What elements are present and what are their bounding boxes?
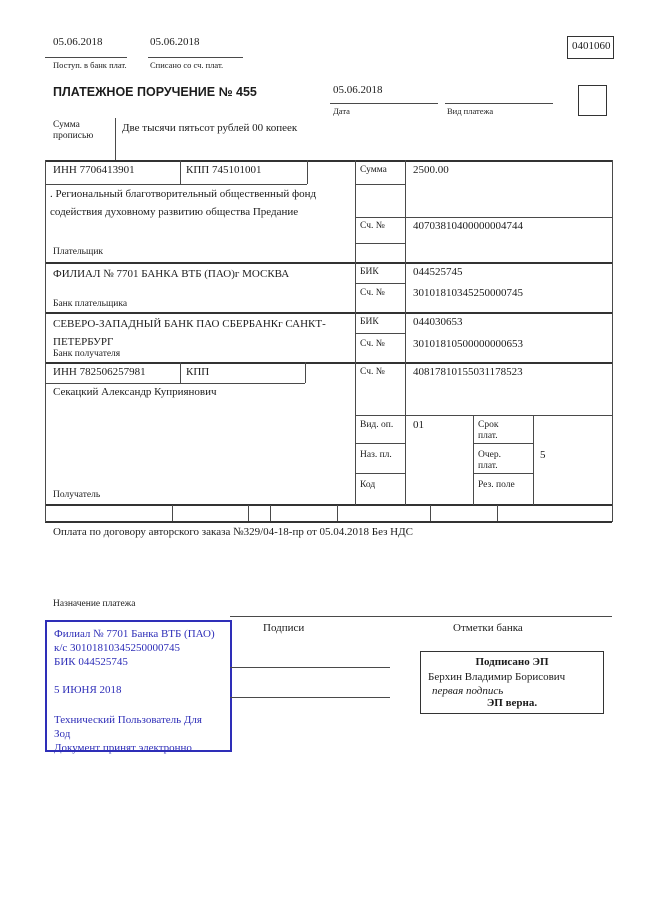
form-code-box bbox=[567, 36, 614, 59]
divider bbox=[337, 505, 338, 521]
divider bbox=[230, 667, 390, 668]
payer-bank-name: ФИЛИАЛ № 7701 БАНКА ВТБ (ПАО)г МОСКВА bbox=[53, 268, 290, 280]
divider bbox=[248, 505, 249, 521]
divider bbox=[355, 243, 405, 244]
payee-kpp-label: КПП bbox=[186, 366, 210, 378]
divider bbox=[330, 103, 438, 104]
payer-kpp: КПП 745101001 bbox=[186, 164, 262, 176]
divider bbox=[180, 160, 181, 184]
divider bbox=[355, 473, 405, 474]
bank-blue-stamp bbox=[45, 620, 232, 752]
ep-stamp-signer-name: Берхин Владимир Борисович bbox=[428, 671, 566, 683]
payer-bank-section-label: Банк плательщика bbox=[53, 299, 128, 309]
blue-stamp-accepted: Документ принят электронно bbox=[54, 742, 192, 754]
divider bbox=[473, 473, 533, 474]
bank-marks-heading: Отметки банка bbox=[453, 622, 523, 634]
form-code: 0401060 bbox=[572, 40, 611, 52]
rez-pole-label: Рез. поле bbox=[478, 480, 515, 490]
divider bbox=[405, 160, 406, 505]
payee-bank-account: 30101810500000000653 bbox=[413, 338, 523, 350]
signatures-heading: Подписи bbox=[263, 622, 305, 634]
payer-bank-account-label: Сч. № bbox=[360, 288, 385, 298]
divider bbox=[45, 160, 612, 162]
blue-stamp-user-line2: Зод bbox=[54, 728, 71, 740]
payer-bank-bik-label: БИК bbox=[360, 267, 379, 277]
payer-name: . Региональный благотворительный общественный фонд содействия духовному развитию общества Предание bbox=[50, 188, 317, 218]
received-date: 05.06.2018 bbox=[53, 36, 103, 48]
divider bbox=[355, 160, 356, 505]
divider bbox=[45, 184, 307, 185]
ep-stamp-valid: ЭП верна. bbox=[486, 697, 538, 709]
divider bbox=[148, 57, 243, 58]
payment-purpose-label: Назначение платежа bbox=[53, 599, 136, 609]
ep-signature-stamp bbox=[420, 651, 604, 714]
date-label: Дата bbox=[333, 106, 350, 116]
amount-words-label: Сумма прописью bbox=[53, 120, 94, 141]
divider bbox=[355, 415, 612, 416]
divider bbox=[45, 521, 612, 523]
divider bbox=[533, 415, 534, 505]
payee-bank-bik-label: БИК bbox=[360, 317, 379, 327]
divider bbox=[115, 118, 116, 160]
blue-stamp-corr-account: к/с 30101810345250000745 bbox=[54, 642, 181, 654]
kod-label: Код bbox=[360, 480, 376, 490]
divider bbox=[45, 383, 305, 384]
naz-pl-label: Наз. пл. bbox=[360, 450, 392, 460]
document-title: ПЛАТЕЖНОЕ ПОРУЧЕНИЕ № 455 bbox=[53, 85, 257, 99]
vid-op-value: 01 bbox=[413, 419, 424, 431]
divider bbox=[45, 362, 612, 364]
amount-value: 2500.00 bbox=[413, 164, 449, 176]
divider bbox=[307, 160, 308, 184]
divider bbox=[355, 443, 405, 444]
payee-account-label: Сч. № bbox=[360, 367, 385, 377]
received-date-label: Поступ. в банк плат. bbox=[53, 60, 127, 70]
payee-name: Секацкий Александр Куприянович bbox=[53, 386, 217, 398]
blue-stamp-bik: БИК 044525745 bbox=[54, 656, 128, 668]
payee-section-label: Получатель bbox=[53, 490, 101, 500]
divider bbox=[497, 505, 498, 521]
ocher-plat-value: 5 bbox=[540, 449, 546, 461]
srok-plat-label: Срок плат. bbox=[478, 420, 499, 441]
payment-type-box bbox=[578, 85, 607, 116]
payment-type-label: Вид платежа bbox=[447, 106, 494, 116]
payer-bank-bik: 044525745 bbox=[413, 266, 463, 278]
ep-stamp-first-signature: первая подпись bbox=[432, 685, 504, 697]
payee-bank-account-label: Сч. № bbox=[360, 339, 385, 349]
divider bbox=[355, 184, 405, 185]
divider bbox=[45, 262, 612, 264]
divider bbox=[45, 160, 46, 522]
payee-account: 40817810155031178523 bbox=[413, 366, 523, 378]
divider bbox=[270, 505, 271, 521]
payee-bank-name: СЕВЕРО-ЗАПАДНЫЙ БАНК ПАО СБЕРБАНКг САНКТ-ПЕТЕРБУРГ bbox=[53, 318, 326, 348]
blue-stamp-bank-name: Филиал № 7701 Банка ВТБ (ПАО) bbox=[54, 628, 215, 640]
divider bbox=[355, 333, 405, 334]
debited-date: 05.06.2018 bbox=[150, 36, 200, 48]
divider bbox=[430, 505, 431, 521]
payee-bank-bik: 044030653 bbox=[413, 316, 463, 328]
divider bbox=[180, 362, 181, 383]
divider bbox=[355, 217, 612, 218]
amount-label: Сумма bbox=[360, 165, 387, 175]
divider bbox=[172, 505, 173, 521]
payer-inn: ИНН 7706413901 bbox=[53, 164, 135, 176]
divider bbox=[473, 415, 474, 505]
vid-op-label: Вид. оп. bbox=[360, 420, 394, 430]
divider bbox=[45, 312, 612, 314]
divider bbox=[45, 504, 612, 506]
divider bbox=[355, 283, 405, 284]
amount-words-value: Две тысячи пятьсот рублей 00 копеек bbox=[122, 122, 298, 134]
payer-section-label: Плательщик bbox=[53, 247, 104, 257]
payer-account-label: Сч. № bbox=[360, 221, 385, 231]
payer-account: 40703810400000004744 bbox=[413, 220, 523, 232]
payment-purpose-text: Оплата по договору авторского заказа №329/04-18-пр от 05.04.2018 Без НДС bbox=[53, 526, 413, 538]
divider bbox=[45, 57, 127, 58]
ep-stamp-title: Подписано ЭП bbox=[475, 656, 549, 668]
divider bbox=[305, 362, 306, 383]
payer-bank-account: 30101810345250000745 bbox=[413, 287, 523, 299]
divider bbox=[473, 443, 533, 444]
blue-stamp-user-line1: Технический Пользователь Для bbox=[54, 714, 202, 726]
payee-inn: ИНН 782506257981 bbox=[53, 366, 146, 378]
divider bbox=[230, 697, 390, 698]
ocher-plat-label: Очер. плат. bbox=[478, 450, 501, 471]
divider bbox=[230, 616, 612, 617]
document-date: 05.06.2018 bbox=[333, 84, 383, 96]
divider bbox=[445, 103, 553, 104]
blue-stamp-date: 5 ИЮНЯ 2018 bbox=[54, 684, 122, 696]
divider bbox=[612, 160, 613, 522]
debited-date-label: Списано со сч. плат. bbox=[150, 60, 224, 70]
payee-bank-section-label: Банк получателя bbox=[53, 349, 121, 359]
